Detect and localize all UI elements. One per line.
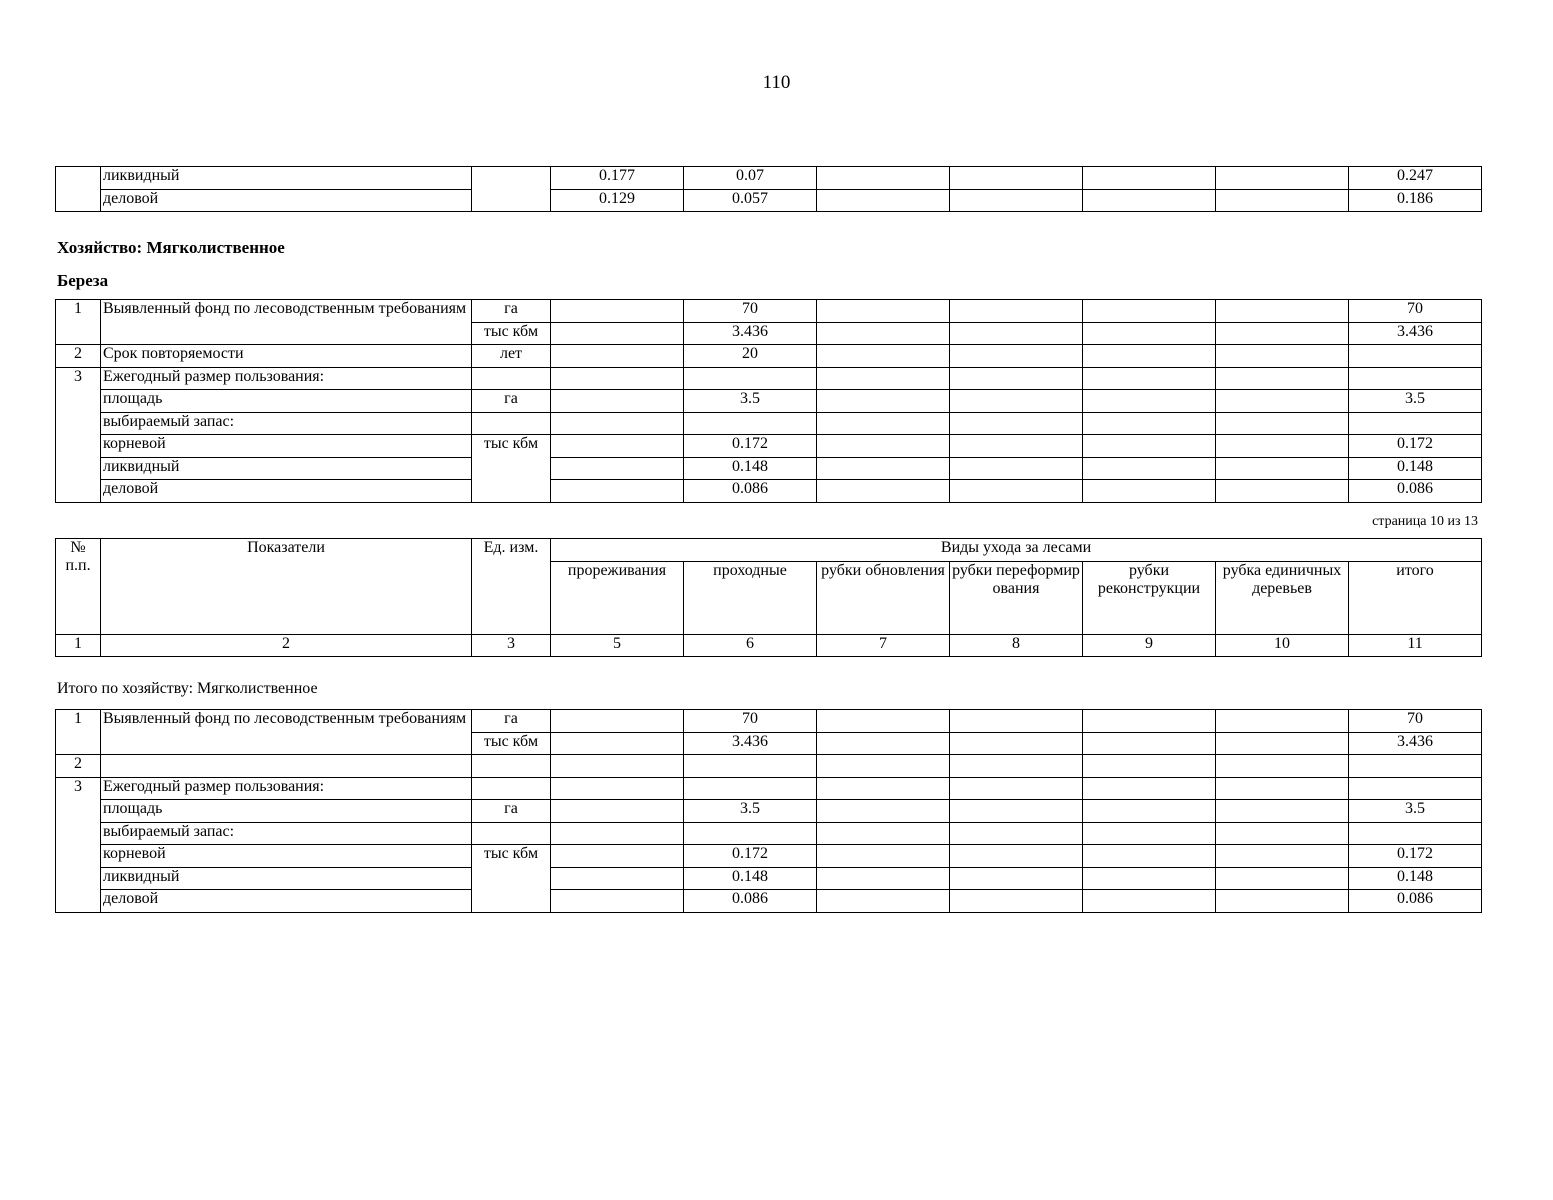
column-number: 9 [1083, 634, 1216, 657]
cell-value: 0.172 [684, 435, 817, 458]
column-number: 8 [950, 634, 1083, 657]
row-label: ликвидный [101, 457, 472, 480]
column-number: 11 [1349, 634, 1482, 657]
cell-total: 0.086 [1349, 480, 1482, 503]
cell-value: 0.086 [684, 890, 817, 913]
cell-value: 3.436 [684, 732, 817, 755]
cell-value: 3.5 [684, 390, 817, 413]
table-row [56, 435, 1482, 458]
table-row [56, 777, 1482, 800]
unit-cell: га [472, 800, 551, 823]
header-group: Виды ухода за лесами [551, 539, 1482, 562]
cell-value: 0.086 [684, 480, 817, 503]
cell-total: 0.172 [1349, 845, 1482, 868]
column-number: 10 [1216, 634, 1349, 657]
birch-table [55, 299, 1482, 503]
cell-total: 0.247 [1349, 167, 1482, 190]
column-number: 6 [684, 634, 817, 657]
header-col: итого [1349, 561, 1482, 634]
total-heading: Итого по хозяйству: Мягколиственное [57, 680, 318, 697]
table-row [56, 867, 1482, 890]
total-table [55, 709, 1482, 913]
table-row [56, 800, 1482, 823]
cell-total: 3.5 [1349, 390, 1482, 413]
table-row [56, 480, 1482, 503]
column-number: 1 [56, 634, 101, 657]
cell-total: 0.186 [1349, 189, 1482, 212]
cell-value: 3.5 [684, 800, 817, 823]
table-row [56, 167, 1482, 190]
column-number: 2 [101, 634, 472, 657]
header-num: № п.п. [56, 539, 101, 635]
row-label: площадь [101, 800, 472, 823]
table-row [56, 412, 1482, 435]
table-row [56, 189, 1482, 212]
cell-value: 0.129 [551, 189, 684, 212]
row-label: деловой [101, 890, 472, 913]
page-info: страница 10 из 13 [1372, 514, 1478, 529]
row-label: Выявленный фонд по лесоводственным требованиям [101, 300, 472, 345]
row-label: Выявленный фонд по лесоводственным требованиям [101, 710, 472, 755]
column-number: 7 [817, 634, 950, 657]
table-row [56, 755, 1482, 778]
header-col: проходные [684, 561, 817, 634]
table-row [56, 345, 1482, 368]
header-col: рубки переформирования [950, 561, 1083, 634]
cell-total: 3.436 [1349, 322, 1482, 345]
row-label: деловой [101, 480, 472, 503]
row-label: корневой [101, 845, 472, 868]
cell-total: 3.436 [1349, 732, 1482, 755]
cell-total: 0.172 [1349, 435, 1482, 458]
cell-total: 0.148 [1349, 457, 1482, 480]
cell-value: 0.057 [684, 189, 817, 212]
cell-total: 0.086 [1349, 890, 1482, 913]
column-number: 5 [551, 634, 684, 657]
header-col: рубки обновления [817, 561, 950, 634]
table-row [56, 390, 1482, 413]
table-row [56, 710, 1482, 733]
header-col: прореживания [551, 561, 684, 634]
unit-cell: тыс кбм [472, 322, 551, 345]
table-row [56, 457, 1482, 480]
table-row [56, 300, 1482, 323]
cell-value: 0.172 [684, 845, 817, 868]
cell-total: 3.5 [1349, 800, 1482, 823]
row-label: Ежегодный размер пользования: [101, 777, 472, 800]
cell-value: 0.148 [684, 457, 817, 480]
table-row [56, 367, 1482, 390]
cell-value: 0.177 [551, 167, 684, 190]
cell-value: 0.07 [684, 167, 817, 190]
page-number: 110 [762, 72, 791, 93]
species-heading: Береза [57, 271, 109, 290]
row-number: 1 [56, 710, 101, 755]
row-label: Ежегодный размер пользования: [101, 367, 472, 390]
row-label: выбираемый запас: [101, 412, 472, 435]
row-label: площадь [101, 390, 472, 413]
row-number: 2 [56, 345, 101, 368]
unit-cell: тыс кбм [472, 845, 551, 913]
row-label: ликвидный [101, 867, 472, 890]
table-row [56, 845, 1482, 868]
row-label: корневой [101, 435, 472, 458]
table-row [56, 822, 1482, 845]
cell-value: 0.148 [684, 867, 817, 890]
column-number: 3 [472, 634, 551, 657]
row-number: 2 [56, 755, 101, 778]
unit-cell: лет [472, 345, 551, 368]
row-label: выбираемый запас: [101, 822, 472, 845]
row-label: Срок повторяемости [101, 345, 472, 368]
row-label: деловой [101, 189, 472, 212]
unit-cell: га [472, 300, 551, 323]
cell-total: 70 [1349, 300, 1482, 323]
header-col: рубка единичных деревьев [1216, 561, 1349, 634]
cell-value: 3.436 [684, 322, 817, 345]
cell-total: 70 [1349, 710, 1482, 733]
table-row [56, 539, 1482, 562]
row-number: 3 [56, 367, 101, 502]
row-number: 1 [56, 300, 101, 345]
header-indicators: Показатели [101, 539, 472, 635]
cell-value: 70 [684, 710, 817, 733]
top-table [55, 166, 1482, 212]
header-table [55, 538, 1482, 657]
header-col: рубки реконструкции [1083, 561, 1216, 634]
cell-value: 70 [684, 300, 817, 323]
row-label: ликвидный [101, 167, 472, 190]
cell-total: 0.148 [1349, 867, 1482, 890]
section-heading: Хозяйство: Мягколиственное [57, 238, 285, 257]
header-unit: Ед. изм. [472, 539, 551, 635]
row-number: 3 [56, 777, 101, 912]
table-row [56, 634, 1482, 657]
unit-cell: тыс кбм [472, 435, 551, 503]
unit-cell: га [472, 390, 551, 413]
unit-cell: га [472, 710, 551, 733]
table-row [56, 890, 1482, 913]
cell-value: 20 [684, 345, 817, 368]
unit-cell: тыс кбм [472, 732, 551, 755]
